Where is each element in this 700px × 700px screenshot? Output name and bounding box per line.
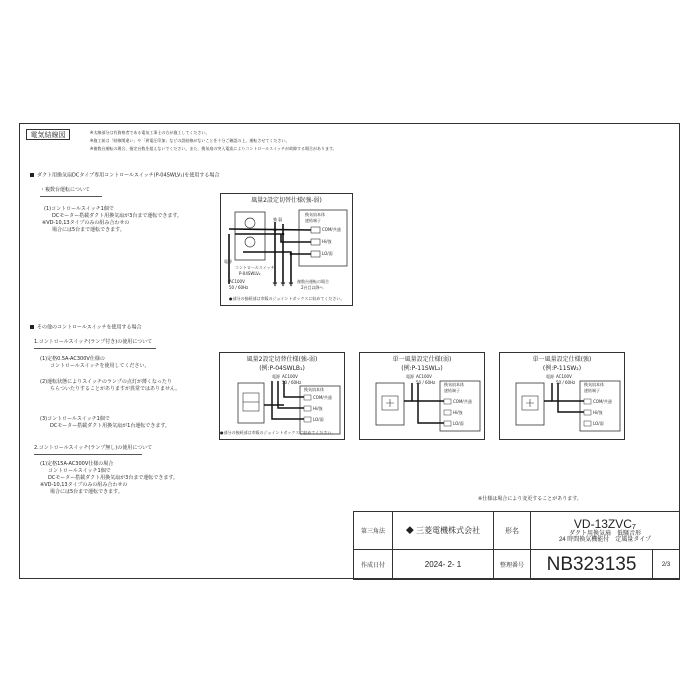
panel-title: 単一風量設定仕様(弱) [392, 356, 452, 363]
label-ac: AC100V [416, 374, 432, 379]
section2-heading: その他のコントロールスイッチを使用する場合 [30, 325, 142, 331]
diagram-title: 風量2設定切替仕様(強-弱) [251, 197, 322, 204]
label-unit: 換気扇本体 [444, 382, 464, 387]
label-lo: LO/弱 [313, 417, 324, 422]
terminal [444, 410, 451, 415]
square-bullet-icon [30, 325, 34, 329]
joint-dot-icon [274, 229, 277, 232]
label-switch: コントロールスイッチ [235, 265, 275, 270]
tb-model-cell [531, 512, 680, 550]
diagram-panel-strong [499, 352, 625, 440]
label-freq: 50 / 60Hz [229, 285, 249, 290]
label-ac: AC100V [229, 279, 245, 284]
page-number: 2/3 [661, 561, 671, 568]
lamp-with-item: (3)コントロールスイッチ1個で [40, 416, 110, 422]
model-desc-1: ダクト用換気扇 低騒音形 [568, 530, 641, 537]
panel-title: 単一風量設定仕様(強) [532, 356, 592, 363]
label-hi: Hi/強 [453, 410, 463, 415]
section1-subheading: ・複数台運転について [40, 187, 90, 193]
label-com: COM/共通 [453, 399, 472, 404]
model-number: VD-13ZVC₇ [573, 516, 637, 531]
terminal [444, 421, 451, 426]
diagram-panel-main [220, 193, 353, 306]
section1-body-3: ※VD-10,13タイプのみの組み合わせの [42, 220, 130, 226]
tb-date-cell [393, 550, 494, 580]
tb-ref-label-cell [494, 550, 531, 580]
switch-box [235, 212, 265, 260]
lamp-without-item: DCモーター搭載ダクト用換気扇が3台まで運転できます。 [48, 475, 178, 481]
note-3: ※複数台運転の場合、指定台数を超えないでください。また、換気扇の突入電流によりコントロールスイッチが故障する場合があります。 [90, 146, 337, 151]
switch-toggle-mark [386, 399, 394, 407]
label-hi: Hi/強 [322, 239, 332, 244]
diagram-panel-2speed [219, 352, 345, 440]
label-unit: 換気扇本体 [305, 212, 325, 217]
tb-page-cell [653, 550, 680, 580]
lamp-with-item: (1)定格0.5A-AC300V仕様の [40, 356, 105, 362]
label-hi: Hi/強 [593, 410, 603, 415]
label-terminal: 速結端子 [305, 218, 321, 223]
tb-company-cell [393, 512, 494, 550]
label-com: COM/共通 [313, 395, 332, 400]
label-power: 電源 [546, 374, 554, 379]
terminal [304, 417, 311, 422]
tb-ref-cell [531, 550, 653, 580]
terminal [444, 399, 451, 404]
underline [34, 454, 142, 455]
switch-toggle-mark [526, 399, 534, 407]
tb-model-label-cell [494, 512, 531, 550]
wiring-diagram-weak [360, 353, 486, 441]
label-lo: LO/弱 [593, 421, 604, 426]
section1-body-1: (1)コントロールスイッチ1個で [44, 206, 114, 212]
tb-date-label-cell [354, 550, 393, 580]
ref-label: 整理番号 [499, 563, 524, 569]
terminal [304, 395, 311, 400]
label-multi: 複数台運転の場合 [297, 279, 329, 284]
section1-body-2: DCモーター搭載ダクト用換気扇が3台まで運転できます。 [52, 213, 182, 219]
label-power: 電源 [224, 259, 232, 264]
lamp-with-heading: 1.コントロールスイッチ(ランプ付き)の使用について [34, 339, 153, 345]
section-title: 電気結線図 [26, 129, 70, 140]
tb-third-angle-cell [354, 512, 393, 550]
model-label: 形名 [505, 527, 519, 535]
terminal-hi [311, 239, 320, 245]
label-freq: 50 / 60Hz [416, 380, 436, 385]
ref-number: NB323135 [546, 553, 637, 575]
third-angle: 第三角法 [360, 529, 385, 535]
switch-knob-icon [245, 237, 255, 247]
date-label: 作成日付 [360, 563, 385, 569]
panel-example: (例:P-11SW₂) [542, 365, 582, 372]
note-2: ※施工前は「結線関違い」や「異電圧印加」などの誤結線がないことを十分ご確認の上、運転させてください。 [90, 138, 290, 143]
terminal [584, 399, 591, 404]
label-power: 電源 [406, 374, 414, 379]
terminal [584, 421, 591, 426]
lamp-without-item: コントロールスイッチ1個で [48, 468, 111, 474]
lamp-with-item: (2)運転状態によりスイッチのランプの点灯が薄くなったり [40, 379, 172, 385]
label-power: 電源 [272, 374, 280, 379]
label-freq: 50 / 60Hz [282, 380, 302, 385]
lamp-without-heading: 2.コントロールスイッチ(ランプ無し)の使用について [34, 445, 153, 451]
label-hi: Hi/強 [313, 406, 323, 411]
label-terminal: 速結端子 [584, 388, 600, 393]
panel-example: (例:P-04SWLB₁) [259, 365, 305, 372]
panel-example: (例:P-11SWL₂) [401, 365, 443, 372]
lamp-with-item: コントロールスイッチを使用してください。 [50, 363, 150, 369]
joint-dot-icon [290, 253, 293, 256]
panel-footnote: ●部分の接続部は市販のジョイントボックスに収めてください。 [220, 430, 336, 435]
terminal-lo [311, 251, 320, 257]
lamp-without-item: ※VD-10,13タイプのみの組み合わせの [40, 482, 128, 488]
label-terminal: 速結端子 [444, 388, 460, 393]
section1-body-4: 場合には5台まで運転できます。 [52, 227, 125, 233]
lamp-without-item: 場合には5台まで運転できます。 [50, 489, 123, 495]
label-multi2: 2台目以降へ [301, 285, 324, 290]
label-ac: AC100V [556, 374, 572, 379]
model-desc-2: 24 時間換気機能付 定風量タイプ [558, 536, 652, 543]
switch-box [238, 383, 264, 423]
section1-heading: ダクト用換気扇DCタイプ専用コントロールスイッチ(P-04SWLV₂)を使用する場合 [30, 173, 219, 179]
joint-dot-icon [282, 233, 285, 236]
mitsubishi-logo-icon: ◆ [405, 526, 414, 535]
company-name: 三菱電機株式会社 [416, 526, 481, 535]
label-ac: AC100V [282, 374, 298, 379]
label-com: COM/共通 [593, 399, 612, 404]
thick-wires [264, 381, 304, 419]
label-lo: LO/弱 [453, 421, 464, 426]
lamp-with-item: ちらついたりすることがありますが異常ではありません。 [50, 386, 181, 392]
note-1: ※太線部分は有資格者である電気工事士の方が施工してください。 [90, 130, 210, 135]
label-com: COM/共通 [322, 227, 341, 232]
terminal [584, 410, 591, 415]
wiring-diagram-strong [500, 353, 626, 441]
label-lo: LO/弱 [322, 251, 333, 256]
switch-knob-icon [245, 218, 255, 228]
underline [34, 348, 156, 349]
underline [40, 196, 102, 197]
spec-note: ※仕様は場合により変更することがあります。 [478, 496, 582, 502]
square-bullet-icon [30, 173, 34, 177]
wiring-diagram-main [221, 194, 354, 307]
label-unit: 換気扇本体 [304, 387, 324, 392]
creation-date: 2024- 2- 1 [424, 560, 462, 569]
label-switch-model: P-04SWLV₂ [239, 271, 261, 276]
lamp-without-item: (1)定格15A-AC300V仕様の場合 [40, 461, 114, 467]
label-freq: 50 / 60Hz [556, 380, 576, 385]
title-block [353, 511, 680, 580]
label-unit: 換気扇本体 [584, 382, 604, 387]
terminal [304, 406, 311, 411]
lamp-with-item: DCモーター搭載ダクト用換気扇が1台運転できます。 [50, 423, 170, 429]
diagram-footnote: ●部分の接続部は市販のジョイントボックスに収めてください。 [229, 296, 345, 301]
label-strong-weak: 強 弱 [273, 217, 283, 222]
terminal-com [311, 227, 320, 233]
panel-title: 風量2設定切替仕様(強-弱) [246, 356, 318, 363]
